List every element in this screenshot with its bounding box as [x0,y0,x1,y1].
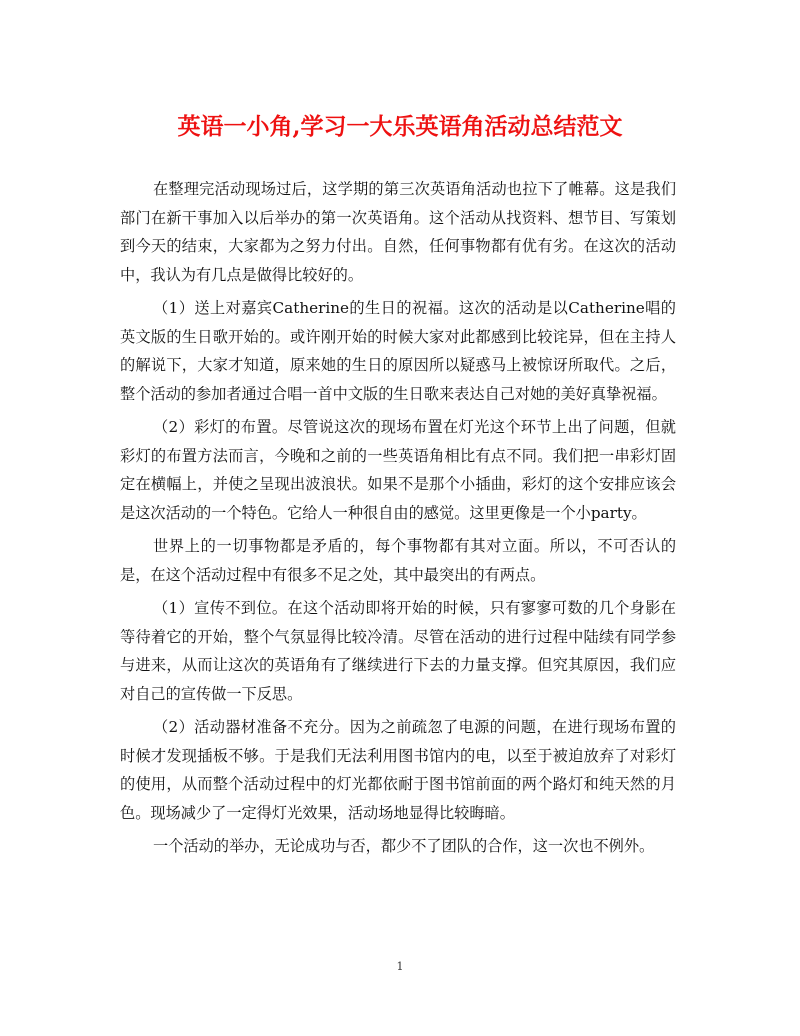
document-title: 英语一小角,学习一大乐英语角活动总结范文 [177,113,623,140]
paragraph-shortcoming-2-equipment: （2）活动器材准备不充分。因为之前疏忽了电源的问题，在进行现场布置的时候才发现插板不够。于是我们无法利用图书馆内的电，以至于被迫放弃了对彩灯的使用，从而整个活动过程中的灯光都依耐于图书馆前面的两个路灯和纯天然的月色。现场减少了一定得灯光效果，活动场地显得比较晦暗。 [120,718,676,822]
paragraph-shortcomings: 世界上的一切事物都是矛盾的，每个事物都有其对立面。所以，不可否认的是，在这个活动过程中有很多不足之处，其中最突出的有两点。 [120,537,676,584]
document-body [120,175,676,866]
paragraph-intro: 在整理完活动现场过后，这学期的第三次英语角活动也拉下了帷幕。这是我们部门在新干事加入以后举办的第一次英语角。这个活动从找资料、想节目、写策划到今天的结束，大家都为之努力付出。自然，任何事物都有优有劣。在这次的活动中，我认为有几点是做得比较好的。 [120,180,676,284]
paragraph-point-2-lights: （2）彩灯的布置。尽管说这次的现场布置在灯光这个环节上出了问题，但就彩灯的布置方法而言，今晚和之前的一些英语角相比有点不同。我们把一串彩灯固定在横幅上，并使之呈现出波浪状。如果不是那个小插曲，彩灯的这个安排应该会是这次活动的一个特色。它给人一种很自由的感觉。这里更像是一个小party。 [120,418,676,522]
paragraph-point-1-birthday: （1）送上对嘉宾Catherine的生日的祝福。这次的活动是以Catherine唱的英文版的生日歌开始的。或许刚开始的时候大家对此都感到比较诧异，但在主持人的解说下，大家才知道，原来她的生日的原因所以疑惑马上被惊讶所取代。之后，整个活动的参加者通过合唱一首中文版的生日歌来表达自己对她的美好真挚祝福。 [120,299,676,403]
paragraph-shortcoming-1-promotion: （1）宣传不到位。在这个活动即将开始的时候，只有寥寥可数的几个身影在等待着它的开始，整个气氛显得比较冷清。尽管在活动的进行过程中陆续有同学参与进来，从而让这次的英语角有了继续进行下去的力量支撑。但究其原因，我们应对自己的宣传做一下反思。 [120,599,676,703]
page-number: 1 [396,960,404,973]
paragraph-teamwork: 一个活动的举办，无论成功与否，都少不了团队的合作，这一次也不例外。 [153,837,655,855]
